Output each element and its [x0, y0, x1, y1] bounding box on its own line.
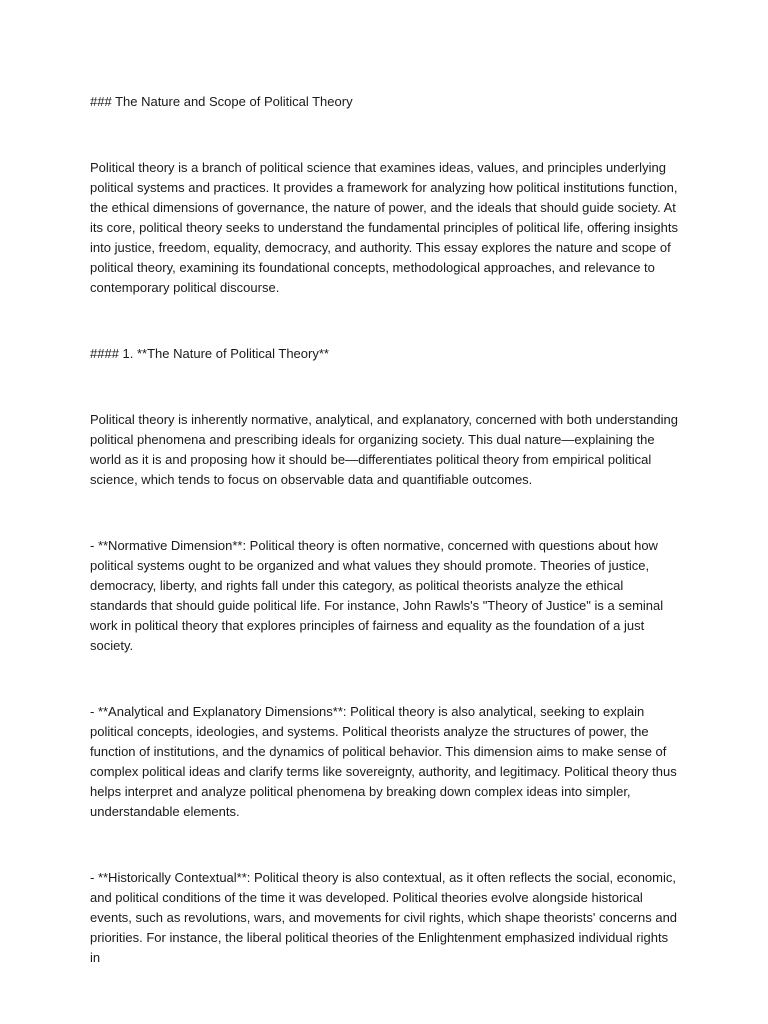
- intro-paragraph: Political theory is a branch of political science that examines ideas, values, and principles underlying political systems and practices. It provides a framework for analyzing how political institutions function, the ethical dimensions of governance, the nature of power, and the ideals that should guide society. At its core, political theory seeks to understand the fundamental principles of political life, offering insights into justice, freedom, equality, democracy, and authority. This essay explores the nature and scope of political theory, examining its foundational concepts, methodological approaches, and relevance to contemporary political discourse.: [90, 160, 678, 295]
- document-title: ### The Nature and Scope of Political Theory: [90, 94, 353, 109]
- section-paragraph: Political theory is inherently normative, analytical, and explanatory, concerned with both understanding political phenomena and prescribing ideals for organizing society. This dual nature—explaining the world as it is and proposing how it should be—differentiates political theory from empirical political science, which tends to focus on observable data and quantifiable outcomes.: [90, 412, 678, 487]
- bullet-historical: - **Historically Contextual**: Political theory is also contextual, as it often reflects the social, economic, and political conditions of the time it was developed. Political theories evolve alongside historical events, such as revolutions, wars, and movements for civil rights, which shape theorists' concerns and priorities. For instance, the liberal political theories of the Enlightenment emphasized individual rights in: [90, 870, 678, 965]
- bullet-analytical: - **Analytical and Explanatory Dimensions**: Political theory is also analytical, seeking to explain political concepts, ideologies, and systems. Political theorists analyze the structures of power, the function of institutions, and the dynamics of political behavior. This dimension aims to make sense of complex political ideas and clarify terms like sovereignty, authority, and legitimacy. Political theory thus helps interpret and analyze political phenomena by breaking down complex ideas into simpler, understandable elements.: [90, 704, 677, 819]
- section-heading: #### 1. **The Nature of Political Theory**: [90, 346, 329, 361]
- bullet-normative: - **Normative Dimension**: Political theory is often normative, concerned with questions about how political systems ought to be organized and what values they should promote. Theories of justice, democracy, liberty, and rights fall under this category, as political theorists analyze the ethical standards that should guide political life. For instance, John Rawls's "Theory of Justice" is a seminal work in political theory that explores principles of fairness and equality as the foundation of a just society.: [90, 538, 664, 653]
- document-body: [90, 92, 680, 968]
